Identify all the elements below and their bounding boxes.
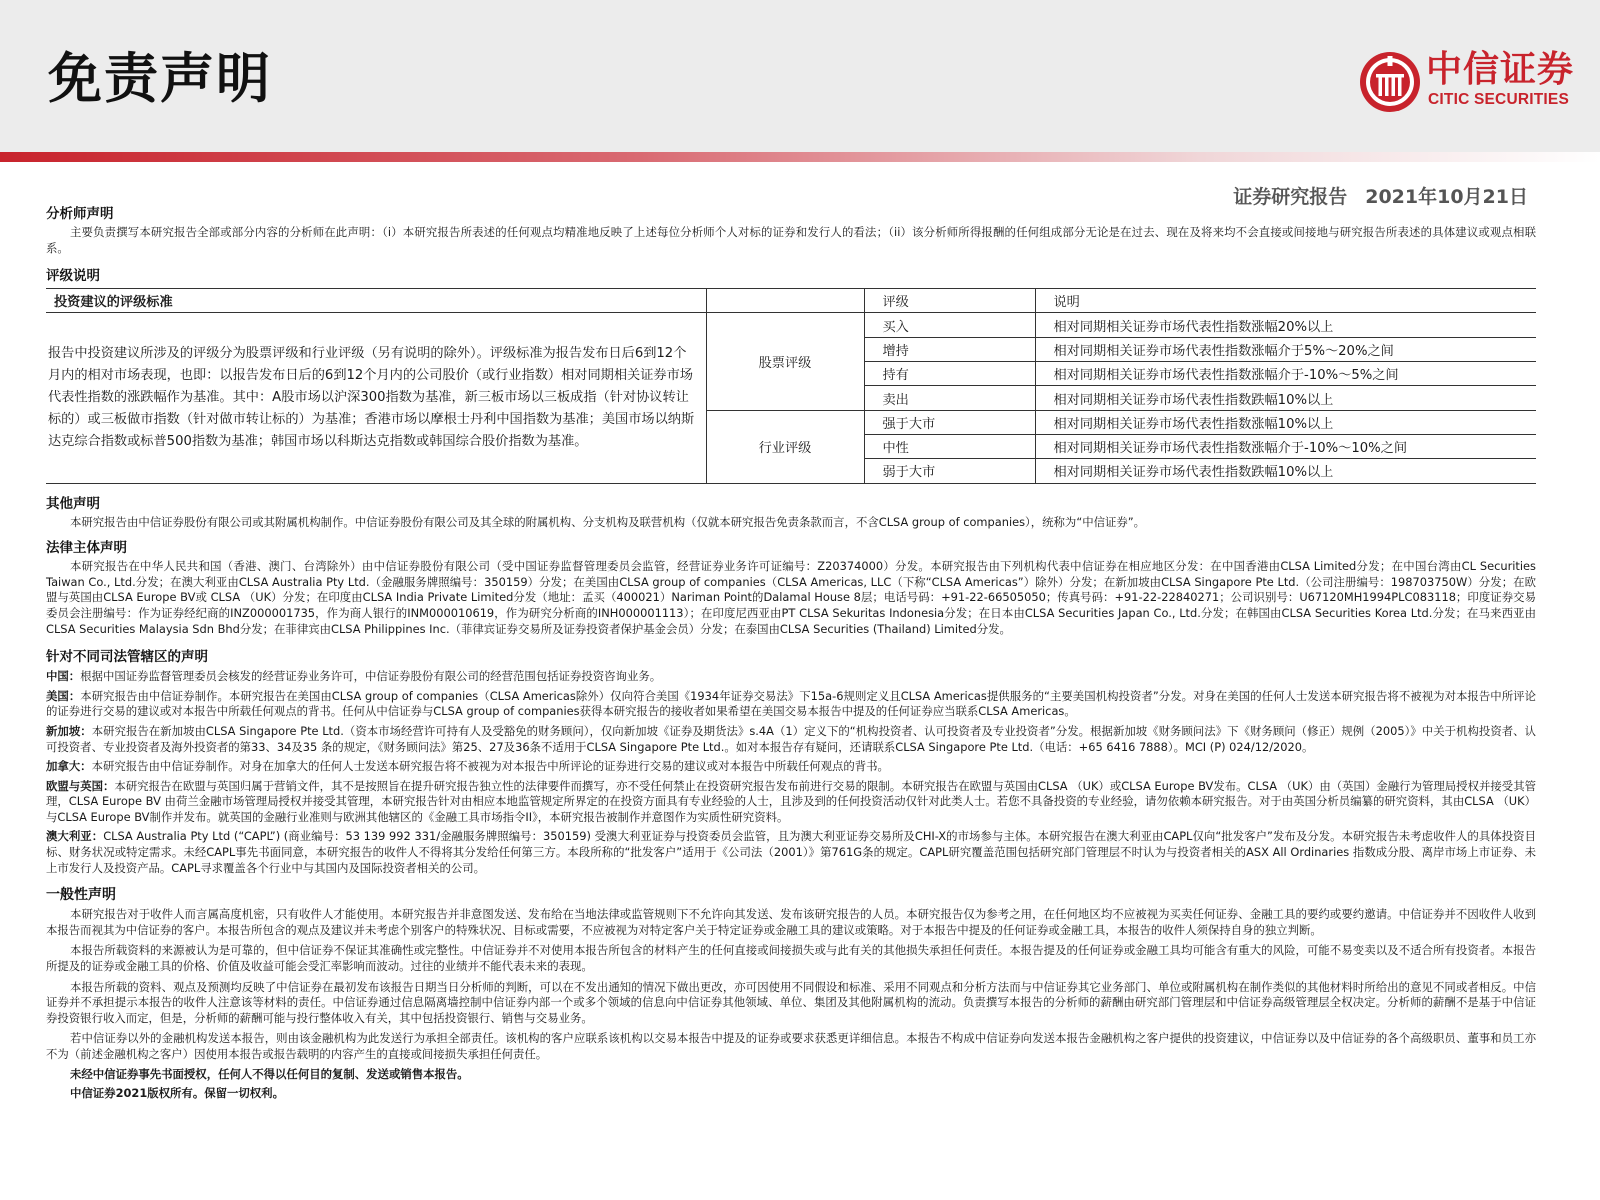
- general-paragraph: 若中信证券以外的金融机构发送本报告，则由该金融机构为此发送行为承担全部责任。该机构的客户应联系该机构以交易本报告中提及的证券或要求获悉更详细信息。本报告不构成中信证券向发送本报告金融机构之客户提供的投资建议，中信证券以及中信证券的各个高级职员、董事和员工亦不为（前述金融机构之客户）因使用本报告或报告载明的内容产生的直接或间接损失承担任何责任。: [46, 1031, 1536, 1061]
- jurisdiction-list: [46, 669, 1536, 876]
- jurisdiction-label: 加拿大：: [46, 759, 92, 774]
- citic-logo: [1358, 50, 1580, 114]
- rating-standard-text: 报告中投资建议所涉及的评级分为股票评级和行业评级（另有说明的除外）。评级标准为报告发布日后6到12个月内的相对市场表现，也即：以报告发布日后的6到12个月内的公司股价（或行业指数）相对同期相关证券市场代表性指数的涨跌幅作为基准。其中：A股市场以沪深300指数为基准，新三板市场以三板成指（针对协议转让标的）或三板做市指数（针对做市转让标的）为基准；香港市场以摩根士丹利中国指数为基准；美国市场以纳斯达克综合指数或标普500指数为基准；韩国市场以科斯达克指数或韩国综合股价指数为基准。: [46, 313, 706, 483]
- rating-level: 持有: [864, 362, 1035, 386]
- report-type: 证券研究报告: [1233, 186, 1348, 208]
- jurisdiction-item: [46, 689, 1536, 720]
- general-paragraph: 本报告所载的资料、观点及预测均反映了中信证券在最初发布该报告日期当日分析师的判断，可以在不发出通知的情况下做出更改，亦可因使用不同假设和标准、采用不同观点和分析方法而与中信证券其它业务部门、单位或附属机构在制作类似的其他材料时所给出的意见不同或者相反。中信证券并不承担提示本报告的收件人注意该等材料的责任。中信证券通过信息隔离墙控制中信证券内部一个或多个领域的信息向中信证券其他领域、单位、集团及其他附属机构的流动。负责撰写本报告的分析师的薪酬由研究部门管理层和中信证券高级管理层全权决定。分析师的薪酬不是基于中信证券投资银行收入而定，但是，分析师的薪酬可能与投行整体收入有关，其中包括投资银行、销售与交易业务。: [46, 979, 1536, 1025]
- jurisdiction-text: 本研究报告在新加坡由CLSA Singapore Pte Ltd.（资本市场经营许可持有人及受豁免的财务顾问），仅向新加坡《证券及期货法》s.4A（1）定义下的“机构投资者、认可投资者及专业投资者”分发。根据新加坡《财务顾问法》下《财务顾问（修正）规例（2005）》中关于机构投资者、认可投资者、专业投资者及海外投资者的第33、34及35 条的规定，《财务顾问法》第25、27及36条不适用于CLSA Singapore Pte Ltd.。如对本报告存有疑问，还请联系CLSA Singapore Pte Ltd.（电话：+65 6416 7888）。MCI (P) 024/12/2020。: [46, 723, 1536, 754]
- rating-description: 相对同期相关证券市场代表性指数涨幅20%以上: [1035, 313, 1536, 337]
- citic-logo-icon: [1358, 50, 1422, 114]
- other-text: 本研究报告由中信证券股份有限公司或其附属机构制作。中信证券股份有限公司及其全球的附属机构、分支机构及联营机构（仅就本研究报告免责条款而言，不含CLSA group of companies），统称为“中信证券”。: [70, 514, 1146, 529]
- jurisdiction-text: 本研究报告在欧盟与英国归属于营销文件，其不是按照旨在提升研究报告独立性的法律要件而撰写，亦不受任何禁止在投资研究报告发布前进行交易的限制。本研究报告在欧盟与英国由CLSA （UK）或CLSA Europe BV发布。CLSA （UK）由（英国）金融行为管理局授权并接受其管理，CLSA Europe BV 由荷兰金融市场管理局授权并接受其管理，本研究报告针对由相应本地监管规定所界定的在投资方面具有专业经验的人士，且涉及到的任何投资活动仅针对此类人士。若您不具备投资的专业经验，请勿依赖本研究报告。对于由英国分析员编纂的研究资料，其由CLSA （UK）与CLSA Europe BV制作并发布。就英国的金融行业准则与欧洲其他辖区的《金融工具市场指令II》，本研究报告被制作并意图作为实质性研究资料。: [46, 778, 1536, 824]
- legal-text: 本研究报告在中华人民共和国（香港、澳门、台湾除外）由中信证券股份有限公司（受中国证券监督管理委员会监管，经营证券业务许可证编号：Z20374000）分发。本研究报告由下列机构代表中信证券在相应地区分发：在中国香港由CLSA Limited分发；在中国台湾由CL Securities Taiwan Co., Ltd.分发；在澳大利亚由CLSA Australia Pty Ltd.（金融服务牌照编号：350159）分发；在美国由CLSA group of companies（CLSA Americas, LLC（下称“CLSA Americas”）除外）分发；在新加坡由CLSA Singapore Pte Ltd.（公司注册编号：198703750W）分发；在欧盟与英国由CLSA Europe BV或 CLSA （UK）分发；在印度由CLSA India Private Limited分发（地址：孟买（400021）Nariman Point的Dalamal House 8层；电话号码：+91-22-66505050；传真号码：+91-22-22840271；公司识别号：U67120MH1994PLC083118；印度证券交易委员会注册编号：作为证券经纪商的INZ000001735，作为商人银行的INM000010619，作为研究分析商的INH000001113）；在印度尼西亚由PT CLSA Sekuritas Indonesia分发；在日本由CLSA Securities Japan Co., Ltd.分发；在韩国由CLSA Securities Korea Ltd.分发；在马来西亚由CLSA Securities Malaysia Sdn Bhd分发；在菲律宾由CLSA Philippines Inc.（菲律宾证券交易所及证券投资者保护基金会员）分发；在泰国由CLSA Securities (Thailand) Limited分发。: [46, 559, 1536, 636]
- jurisdiction-text: 本研究报告由中信证券制作。本研究报告在美国由CLSA group of companies（CLSA Americas除外）仅向符合美国《1934年证券交易法》下15a-6规则定义且CLSA Americas提供服务的“主要美国机构投资者”分发。对身在美国的任何人士发送本研究报告将不被视为对本报告中所评论的证券进行交易的建议或对本报告中所载任何观点的背书。任何从中信证券与CLSA group of companies获得本研究报告的接收者如果希望在美国交易本报告中提及的任何证券应当联系CLSA Americas。: [46, 688, 1536, 719]
- disclaimer-body: [46, 196, 1536, 1102]
- rating-table: [46, 288, 1536, 483]
- jurisdiction-label: 中国：: [46, 669, 81, 684]
- jurisdiction-text: CLSA Australia Pty Ltd (“CAPL”) (商业编号：53 139 992 331/金融服务牌照编号：350159) 受澳大利亚证券与投资委员会监管，且为澳大利亚证券交易所及CHI-X的市场参与主体。本研究报告在澳大利亚由CAPL仅向“批发客户”发布及分发。本研究报告未考虑收件人的具体投资目标、财务状况或特定需求。未经CAPL事先书面同意，本研究报告的收件人不得将其分发给任何第三方。本段所称的“批发客户”适用于《公司法（2001）》第761G条的规定。CAPL研究覆盖范围包括研究部门管理层不时认为与投资者相关的ASX All Ordinaries 指数成分股、离岸市场上市证券、未上市发行人及投资产品。CAPL寻求覆盖各个行业中与其国内及国际投资者相关的公司。: [46, 829, 1536, 875]
- rating-row: [46, 313, 1536, 337]
- rating-description: 相对同期相关证券市场代表性指数涨幅10%以上: [1035, 410, 1536, 434]
- rating-group-name: 股票评级: [706, 313, 864, 410]
- jurisdiction-item: [46, 724, 1536, 755]
- jurisdiction-label: 美国：: [46, 688, 81, 703]
- rating-description: 相对同期相关证券市场代表性指数涨幅介于5%～20%之间: [1035, 337, 1536, 361]
- page-header: [0, 0, 1600, 152]
- rating-heading: 评级说明: [46, 268, 100, 285]
- jurisdiction-item: [46, 779, 1536, 826]
- rating-header-row: [46, 289, 1536, 313]
- rating-level: 中性: [864, 434, 1035, 458]
- rating-description: 相对同期相关证券市场代表性指数跌幅10%以上: [1035, 386, 1536, 410]
- jurisdiction-text: 本研究报告由中信证券制作。对身在加拿大的任何人士发送本研究报告将不被视为对本报告中所评论的证券进行交易的建议或对本报告中所载任何观点的背书。: [91, 759, 889, 774]
- brand-name-cn: 中信证券: [1426, 49, 1575, 90]
- description-col-header: 说明: [1035, 289, 1536, 313]
- analyst-heading: 分析师声明: [46, 206, 114, 222]
- jurisdiction-label: 新加坡：: [46, 723, 92, 738]
- rating-level: 买入: [864, 313, 1035, 337]
- general-paragraph: 本研究报告对于收件人而言属高度机密，只有收件人才能使用。本研究报告并非意图发送、发布给在当地法律或监管规则下不允许向其发送、发布该研究报告的人员。本研究报告仅为参考之用，在任何地区均不应被视为买卖任何证券、金融工具的要约或要约邀请。中信证券并不因收件人收到本报告而视其为中信证券的客户。本报告所包含的观点及建议并未考虑个别客户的特殊状况、目标或需要，不应被视为对特定客户关于特定证券或金融工具的建议或策略。对于本报告中提及的任何证券或金融工具，本报告的收件人须保持自身的独立判断。: [46, 907, 1536, 937]
- general-list: [46, 907, 1536, 1062]
- rating-group-header: [706, 289, 864, 313]
- analyst-text: 主要负责撰写本研究报告全部或部分内容的分析师在此声明：（i）本研究报告所表述的任何观点均精准地反映了上述每位分析师个人对标的证券和发行人的看法；（ii）该分析师所得报酬的任何组成部分无论是在过去、现在及将来均不会直接或间接地与研究报告所表述的具体建议或观点相联系。: [46, 225, 1536, 255]
- jurisdiction-label: 欧盟与英国：: [46, 778, 115, 793]
- page-title: 免责声明: [48, 47, 272, 110]
- rating-level: 强于大市: [864, 410, 1035, 434]
- rating-level: 弱于大市: [864, 459, 1035, 483]
- jurisdiction-item: [46, 759, 1536, 775]
- jurisdiction-item: [46, 829, 1536, 876]
- legal-heading: 法律主体声明: [46, 540, 127, 557]
- rating-col-header: 评级: [864, 289, 1035, 313]
- rating-description: 相对同期相关证券市场代表性指数涨幅介于-10%～5%之间: [1035, 362, 1536, 386]
- report-date: 2021年10月21日: [1365, 186, 1528, 208]
- copy-notice: 未经中信证券事先书面授权，任何人不得以任何目的复制、发送或销售本报告。: [70, 1066, 469, 1081]
- rating-level: 卖出: [864, 386, 1035, 410]
- general-paragraph: 本报告所载资料的来源被认为是可靠的，但中信证券不保证其准确性或完整性。中信证券并不对使用本报告所包含的材料产生的任何直接或间接损失或与此有关的其他损失承担任何责任。本报告提及的任何证券或金融工具均可能含有重大的风险，可能不易变卖以及不适合所有投资者。本报告所提及的证券或金融工具的价格、价值及收益可能会受汇率影响而波动。过往的业绩并不能代表未来的表现。: [46, 943, 1536, 974]
- header-stripe: [0, 152, 1600, 162]
- rating-level: 增持: [864, 337, 1035, 361]
- jurisdiction-item: [46, 669, 1536, 685]
- jurisdiction-heading: 针对不同司法管辖区的声明: [46, 649, 208, 666]
- rating-description: 相对同期相关证券市场代表性指数涨幅介于-10%～10%之间: [1035, 434, 1536, 458]
- brand-name-en: CITIC SECURITIES: [1428, 91, 1569, 108]
- rating-group-name: 行业评级: [706, 410, 864, 483]
- jurisdiction-label: 澳大利亚：: [46, 829, 104, 844]
- jurisdiction-text: 根据中国证券监督管理委员会核发的经营证券业务许可，中信证券股份有限公司的经营范围包括证券投资咨询业务。: [80, 669, 662, 684]
- copyright: 中信证券2021版权所有。保留一切权利。: [70, 1086, 284, 1101]
- general-heading: 一般性声明: [46, 887, 116, 904]
- other-heading: 其他声明: [46, 495, 100, 512]
- rating-standard-header: 投资建议的评级标准: [46, 289, 706, 313]
- rating-description: 相对同期相关证券市场代表性指数跌幅10%以上: [1035, 459, 1536, 483]
